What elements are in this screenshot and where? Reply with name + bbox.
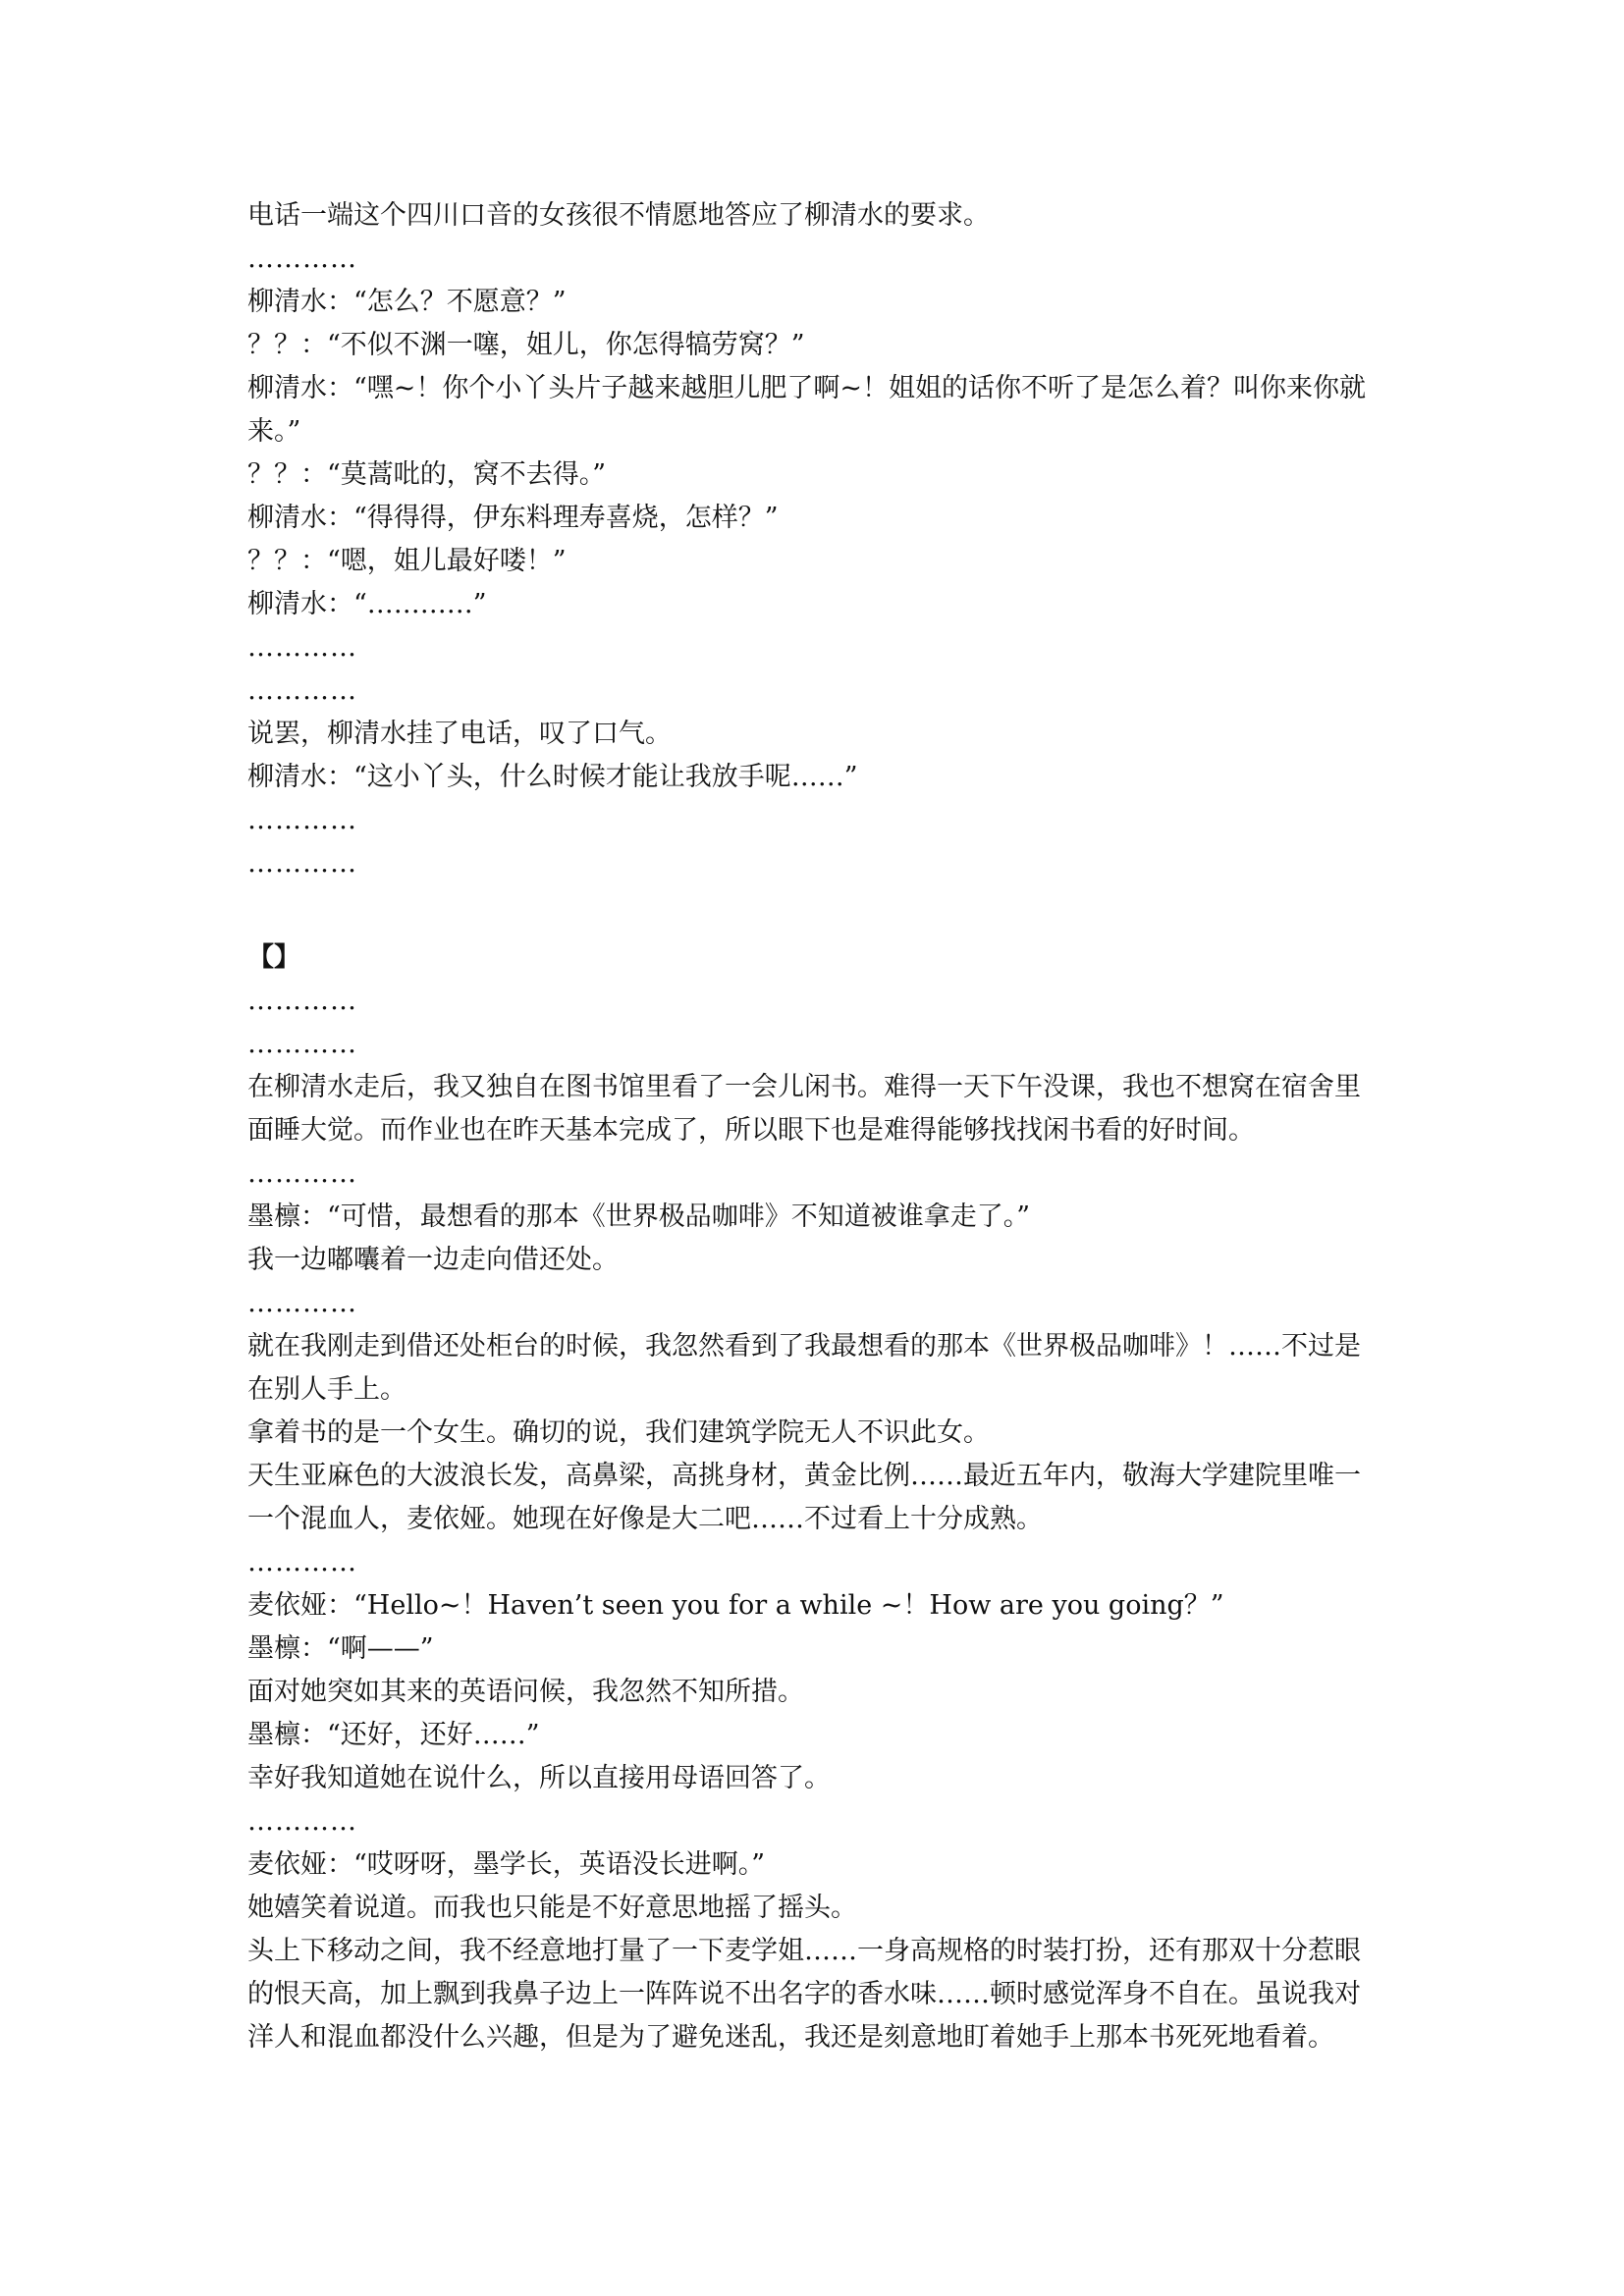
ellipsis-line: …………	[247, 1158, 357, 1189]
ellipsis-line: …………	[247, 675, 357, 706]
text-line: 她嬉笑着说道。而我也只能是不好意思地摇了摇头。	[247, 1893, 857, 1923]
ellipsis-line: …………	[247, 1547, 357, 1577]
paragraph: 头上下移动之间，我不经意地打量了一下麦学姐……一身高规格的时装打扮，还有那双十分惹眼的恨天高，加上飘到我鼻子边上一阵阵说不出名字的香水味……顿时感觉浑身不自在。虽说我对洋人和混血都没什么兴趣，但是为了避免迷乱，我还是刻意地盯着她手上那本书死死地看着。	[247, 1936, 1361, 2053]
dialogue-line: 柳清水：“…………”	[247, 589, 487, 619]
text-line: 电话一端这个四川口音的女孩很不情愿地答应了柳清水的要求。	[247, 200, 990, 231]
ellipsis-line: …………	[247, 632, 357, 663]
dialogue-line: 柳清水：“怎么？不愿意？”	[247, 287, 567, 317]
text-line: 面对她突如其来的英语问候，我忽然不知所措。	[247, 1677, 804, 1707]
text-line: 幸好我知道她在说什么，所以直接用母语回答了。	[247, 1763, 831, 1793]
paragraph: 天生亚麻色的大波浪长发，高鼻梁，高挑身材，黄金比例……最近五年内，敬海大学建院里唯一一个混血人，麦依娅。她现在好像是大二吧……不过看上十分成熟。	[247, 1461, 1361, 1534]
ellipsis-line: …………	[247, 986, 357, 1016]
paragraph: 就在我刚走到借还处柜台的时候，我忽然看到了我最想看的那本《世界极品咖啡》！……不过是在别人手上。	[247, 1331, 1361, 1405]
dialogue-line: 柳清水：“嘿~！你个小丫头片子越来越胆儿肥了啊~！姐姐的话你不听了是怎么着？叫你来你就来。”	[247, 373, 1367, 447]
section-mark: 【】	[247, 942, 300, 973]
ellipsis-line: …………	[247, 805, 357, 835]
dialogue-line: 墨檩：“可惜，最想看的那本《世界极品咖啡》不知道被谁拿走了。”	[247, 1201, 1031, 1232]
dialogue-line: 墨檩：“还好，还好……”	[247, 1720, 540, 1750]
dialogue-line: 麦依娅：“Hello~！Haven’t seen you for a while ~！How are you going？”	[247, 1590, 1224, 1621]
ellipsis-line: …………	[247, 848, 357, 879]
paragraph: 在柳清水走后，我又独自在图书馆里看了一会儿闲书。难得一天下午没课，我也不想窝在宿舍里面睡大觉。而作业也在昨天基本完成了，所以眼下也是难得能够找找闲书看的好时间。	[247, 1072, 1361, 1146]
ellipsis-line: …………	[247, 1806, 357, 1837]
ellipsis-line: …………	[247, 1029, 357, 1059]
text-line: 说罢，柳清水挂了电话，叹了口气。	[247, 719, 672, 749]
document-page	[247, 194, 1386, 2059]
ellipsis-line: …………	[247, 1288, 357, 1318]
ellipsis-line: …………	[247, 243, 357, 274]
dialogue-line: 柳清水：“这小丫头，什么时候才能让我放手呢……”	[247, 762, 858, 792]
dialogue-line: 墨檩：“啊——”	[247, 1633, 434, 1664]
section-gap	[247, 885, 1386, 929]
dialogue-line: ？？：“莫蒿吡的，窝不去得。”	[247, 459, 607, 490]
text-line: 我一边嘟囔着一边走向借还处。	[247, 1245, 619, 1275]
dialogue-line: ？？：“不似不渊一噻，姐儿，你怎得犒劳窝？”	[247, 330, 805, 360]
dialogue-line: ？？：“嗯，姐儿最好喽！”	[247, 546, 567, 576]
dialogue-line: 柳清水：“得得得，伊东料理寿喜烧，怎样？”	[247, 503, 779, 533]
text-line: 拿着书的是一个女生。确切的说，我们建筑学院无人不识此女。	[247, 1417, 990, 1448]
dialogue-line: 麦依娅：“哎呀呀，墨学长，英语没长进啊。”	[247, 1849, 766, 1880]
